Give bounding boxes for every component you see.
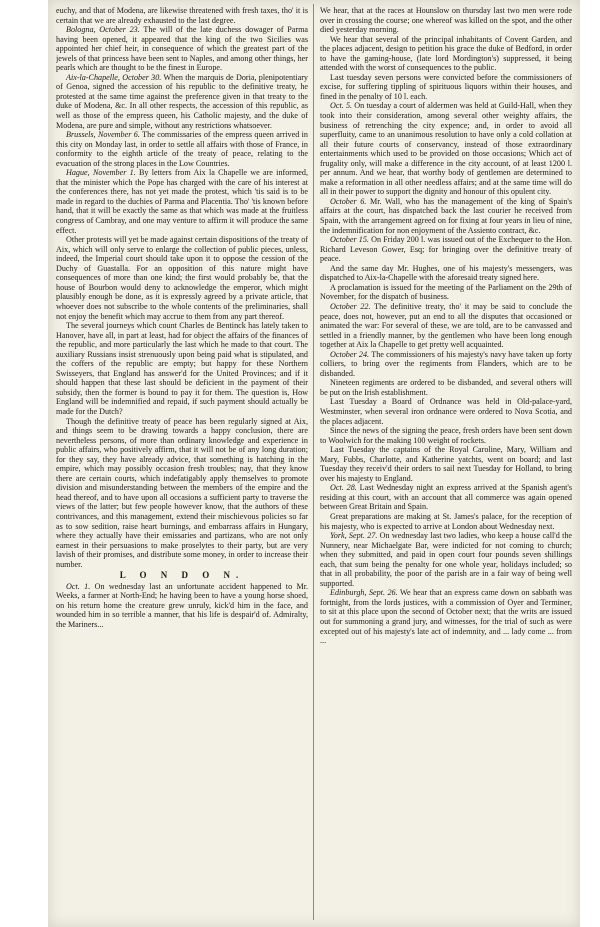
- paragraph-text: And the same day Mr. Hughes, one of his majesty's messengers, was dispatched to Aix-la-Chapelle with the aforesaid treaty signed here.: [320, 263, 572, 283]
- dateline: October 22.: [330, 301, 371, 311]
- dateline: Hague, November 1.: [66, 168, 136, 178]
- paragraph-text: On Friday 200 l. was issued out of the Exchequer to the Hon. Richard Leveson Gower, Esq; for bringing over the definitive treaty of peace.: [320, 235, 572, 264]
- paragraph-text: The will of the late duchess dowager of Parma having been opened, it appeared that the king of the two Sicilies was appointed her chief heir, in consequence of which the greatest part of the jewels of that princess have been sent to Naples, and among other things, her pearls which are thought to be the finest in Europe.: [56, 25, 308, 73]
- newspaper-page: [48, 0, 580, 927]
- paragraph-text: euchy, and that of Modena, are likewise threatened with fresh taxes, tho' it is certain that we are already exhausted to the last degree.: [56, 6, 308, 25]
- paragraph-text: When the marquis de Doria, plenipotentiary of Genoa, signed the accession of his republic to the definitive treaty, he protested at the same time against the preference given in that treaty to the duke of Modena, &c. In all other respects, the accession of this republic, as well as those of the empress queen, his Catholic majesty, and the duke of Modena, are pure and simple, without any restrictions whatsoever.: [56, 72, 308, 130]
- news-paragraph: [320, 512, 572, 531]
- news-paragraph: [320, 445, 572, 483]
- news-paragraph: [320, 483, 572, 512]
- section-heading: L O N D O N.: [119, 570, 245, 581]
- right-column: [320, 6, 572, 918]
- news-paragraph: [56, 417, 308, 570]
- paragraph-text: On wednesday last two ladies, who keep a house call'd the Nunnery, near Michaelgate Bar, were indicted for not coming to church; when they submitted, and paid in open court four pounds seven shillings each, that sum being the penalty for one whole year, holidays included; so that in all probability, the poor of the parish are in a fair way of being well supported.: [320, 531, 572, 588]
- paragraph-text: Though the definitive treaty of peace has been regularly signed at Aix, and things seem to be drawing towards a happy conclusion, there are nevertheless persons, of more than ordinary knowledge and experience in public affairs, who positively affirm, that it will not be of any long duration; for they say, they have already advice, that something is hatching in the empire, which may possibly occasion fresh troubles; nay, that they know there are certain courts, which indefatigably apply themselves to promote division and misunderstanding between the members of the empire and the head thereof, and to have upon all occasions a sufficient party to traverse the views of the latter; but few people however know, that the authors of these contrivances, and this management, extend their mischievous policies so far as to sow sedition, raise heart burnings, and embarrass affairs in Hungary, where they actually have their emissaries and partizans, who are not only earnest in their persuasions to make proselytes to their party, but are very lavish of their promises, and distribute some money, in order to increase their number.: [56, 416, 308, 569]
- paragraph-text: Last tuesday seven persons were convicted before the commissioners of excise, for suffering tippling of spirituous liquors within their houses, and fined in the penalty of 10 l. each.: [320, 72, 572, 101]
- paragraph-text: Last Tuesday the captains of the Royal Caroline, Mary, William and Mary, Fubbs, Charlotte, and Katherine yatchts, went on board; and last Tuesday they receiv'd their orders to sail next Tuesday for Holland, to bring over his majesty to England.: [320, 445, 572, 483]
- dateline: Oct. 1.: [66, 581, 91, 591]
- news-paragraph: [320, 531, 572, 588]
- news-paragraph: [56, 73, 308, 130]
- paragraph-text: On wednesday last an unfortunate accident happened to Mr. Weeks, a farmer at North-End; he having been to have a young horse shoed, on his return home the creature grew unruly, kick'd him in the face, and wounded him in so terrible a manner, that his life is despair'd of. Admiralty, the Mariners...: [56, 581, 308, 629]
- paragraph-text: The commissioners of his majesty's navy have taken up forty colliers, to bring over the regiments from Flanders, which are to be disbanded.: [320, 349, 572, 378]
- news-paragraph: [320, 264, 572, 283]
- news-paragraph: [56, 235, 308, 321]
- news-paragraph: [56, 6, 308, 25]
- dateline: Oct. 28.: [330, 483, 357, 493]
- news-paragraph: [56, 25, 308, 73]
- news-paragraph: [320, 588, 572, 645]
- news-paragraph: [320, 235, 572, 264]
- dateline: York, Sept. 27.: [330, 531, 378, 541]
- news-paragraph: [320, 6, 572, 35]
- paragraph-text: The several journeys which count Charles de Bentinck has lately taken to Hanover, have all, in part at least, had for object the affairs of the finances of the republic, and more particularly the last which he made to that court. The auxiliary Russians insist strenuously upon being paid what is stipulated, and the coffers of the republic are empty; but happy for these Northern Swisseyers, that England has answer'd for the United Provinces; and if it should happen that these last should be deficient in the payment of their subsidy, then the former is bound to pay it for them. The question is, How England will be indemnified and repaid, if such payment should actually be made for the Dutch?: [56, 321, 308, 416]
- news-paragraph: [56, 582, 308, 630]
- news-paragraph: [320, 397, 572, 426]
- news-paragraph: [320, 302, 572, 350]
- paragraph-text: The definitive treaty, tho' it may be said to conclude the peace, does not, however, put an end to all the disputes that occasioned or animated the war: For several of these, we are told, are to be canvassed and settled in a friendly manner, by the gentlemen who have been long enough together at Aix la Chapelle to get pretty well acquainted.: [320, 301, 572, 350]
- paragraph-text: We hear, that at the races at Hounslow on thursday last two men were rode over in crossing the course; one whereof was killed on the spot, and the other died yesterday morning.: [320, 6, 572, 35]
- news-paragraph: [320, 283, 572, 302]
- dateline: Bologna, October 23.: [66, 25, 140, 35]
- dateline: October 6.: [330, 196, 367, 206]
- dateline: October 15.: [330, 235, 369, 245]
- paragraph-text: The commissaries of the empress queen arrived in this city on Monday last, in order to settle all affairs with those of France, in conformity to the eighth article of the treaty of peace, relating to the evacuation of the strong places in the Low Countries.: [56, 130, 308, 168]
- column-divider: [313, 4, 314, 920]
- dateline: Aix-la-Chapelle, October 30.: [66, 72, 162, 82]
- dateline: Oct. 5.: [330, 101, 353, 111]
- news-paragraph: [320, 35, 572, 73]
- news-paragraph: [56, 130, 308, 168]
- paragraph-text: Great preparations are making at St. James's palace, for the reception of his majesty, who is expected to arrive at London about Wednesday next.: [320, 511, 572, 531]
- paragraph-text: We hear that an express came down on sabbath was fortnight, from the lords justices, with a commission of Oyer and Terminer, to sit at this place upon the second of October next; that the writs are issued out for summoning a grand jury, and witnesses, for the trial of such as were excepted out of his majesty's late act of indemnity, and ... lady come ... from ...: [320, 588, 572, 646]
- news-paragraph: [320, 101, 572, 196]
- dateline: Edinburgh, Sept. 26.: [330, 588, 398, 598]
- dateline: October 24.: [330, 349, 370, 359]
- paragraph-text: Last Wednesday night an express arrived at the Spanish agent's residing at this court, with an account that all commerce was again opened between Great Britain and Spain.: [320, 483, 572, 512]
- news-paragraph: [320, 426, 572, 445]
- paragraph-text: Nineteen regiments are ordered to be disbanded, and several others will be put on the Irish establishment.: [320, 378, 572, 397]
- paragraph-text: Last Tuesday a Board of Ordnance was held in Old-palace-yard, Westminster, when several iron ordnance were ordered to Nova Scotia, and the places adjacent.: [320, 397, 572, 426]
- news-paragraph: [320, 197, 572, 235]
- paragraph-text: Since the news of the signing the peace, fresh orders have been sent down to Woolwich for the making 100 weight of rockets.: [320, 426, 572, 445]
- news-paragraph: [56, 168, 308, 235]
- paragraph-text: We hear that several of the principal inhabitants of Covent Garden, and the places adjacent, design to petition his grace the duke of Bedford, in order to have the gaming-house, (late lord Mordington's) suppressed, it being attended with the worst of consequences to the public.: [320, 34, 572, 73]
- dateline: Brussels, November 6.: [66, 130, 140, 140]
- news-paragraph: [320, 350, 572, 379]
- paragraph-text: A proclamation is issued for the meeting of the Parliament on the 29th of November, for the dispatch of business.: [320, 282, 572, 302]
- news-paragraph: [56, 321, 308, 416]
- paragraph-text: By letters from Aix la Chapelle we are informed, that the minister which the Pope has charged with the care of his interest at the conferences there, has not yet made the protest, which 'tis said is to be made in regard to the duchies of Parma and Placentia. Tho' 'tis known before hand, that it will be exactly the same as that which was made at the fruitless congress of Cambray, and one may venture to affirm it will produce the same effect.: [56, 168, 308, 235]
- paragraph-text: Other protests will yet be made against certain dispositions of the treaty of Aix, which will only serve to enlarge the collection of public pieces, unless, indeed, the Imperial court should take upon it to oppose the cession of the Duchy of Guastalla. For an opposition of this nature might have consequences of more than one kind; the first would probably be, that the house of Bourbon would deny to acknowledge the emperor, which might plausibly enough be done, as it is expressly agreed by a private article, that whoever does not subscribe to the whole contents of the preliminaries, shall not enjoy the benefit which may accrue to them from any part thereof.: [56, 235, 308, 321]
- news-paragraph: [320, 73, 572, 102]
- left-column: [56, 6, 308, 918]
- news-paragraph: [320, 378, 572, 397]
- paragraph-text: Mr. Wall, who has the management of the king of Spain's affairs at the court, has dispatched back the last courier he received from Spain, with the arrangement agreed on for fixing at four years in lieu of nine, the indemnification for non enjoyment of the Assiento contract, &c.: [320, 196, 572, 235]
- paragraph-text: On tuesday a court of aldermen was held at Guild-Hall, when they took into their consideration, among several other weighty affairs, the business of retrenching the city expence; and, in order to avoid all superfluity, came to an unanimous resolution to have only a cold collation at all their future courts of conservancy, instead of those extraordinary entertainments which used to be provided on those occasions; Which act of frugality only, will make a difference in the city account, of at least 1200 l. per annum. And we hear, that worthy body of gentlemen are determined to make a reformation in all other needless affairs; and at the same time will do all in their power to support the dignity and honour of this opulent city.: [320, 101, 572, 197]
